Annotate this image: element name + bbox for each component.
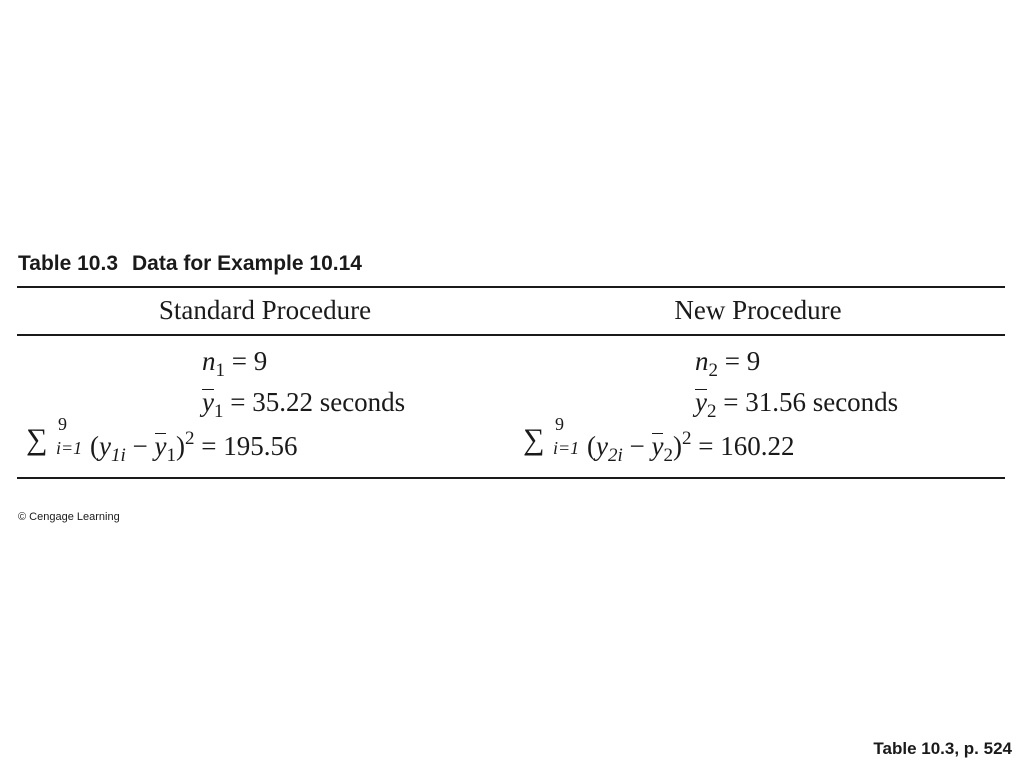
n-subscript: 2: [708, 360, 718, 381]
table-caption-title: Data for Example 10.14: [132, 252, 362, 275]
sample-size-new: [695, 346, 761, 381]
sum-value: = 195.56: [201, 431, 298, 461]
sample-mean-standard: [202, 387, 406, 422]
n-value: = 9: [231, 346, 268, 376]
summation-lower-limit: i=1: [553, 438, 580, 458]
column-header-standard: Standard Procedure: [158, 295, 372, 325]
summation: [26, 414, 90, 458]
sum-mean-symbol: y: [651, 431, 664, 461]
table-top-rule: [17, 286, 1005, 288]
sum-value: = 160.22: [698, 431, 795, 461]
sum-minus: −: [132, 431, 148, 461]
mean-value: = 31.56 seconds: [723, 387, 899, 417]
copyright-notice: © Cengage Learning: [18, 511, 120, 523]
n-symbol: n: [202, 346, 216, 376]
sum-power: 2: [681, 428, 692, 449]
column-header-new: New Procedure: [674, 295, 842, 325]
mean-symbol: y: [202, 387, 214, 417]
table-header-rule: [17, 334, 1005, 336]
sigma-symbol: ∑: [523, 423, 545, 456]
sum-mean-subscript: 2: [663, 445, 673, 466]
page-reference: Table 10.3, p. 524: [873, 739, 1012, 758]
table-bottom-rule: [17, 477, 1005, 479]
mean-subscript: 2: [706, 401, 717, 422]
summation: [523, 414, 587, 458]
summation-upper-limit: 9: [58, 414, 67, 434]
table-caption: [18, 252, 362, 276]
summation-lower-limit: i=1: [56, 438, 83, 458]
sigma-symbol: ∑: [26, 423, 48, 456]
table-caption-label: Table 10.3: [18, 252, 118, 275]
mean-subscript: 1: [213, 401, 224, 422]
mean-symbol: y: [695, 387, 707, 417]
sample-size-standard: [202, 346, 268, 381]
sum-power: 2: [184, 428, 195, 449]
sum-mean-subscript: 1: [166, 445, 176, 466]
sum-term-subscript: 2i: [607, 445, 623, 466]
mean-value: = 35.22 seconds: [230, 387, 406, 417]
sum-term-variable: y: [99, 431, 111, 461]
sum-minus: −: [629, 431, 645, 461]
sum-of-squares-new: ∑ 9 i=1 $(y_{2i} - y_2)^2 = 160.22$: [523, 414, 795, 466]
n-symbol: n: [695, 346, 709, 376]
summation-upper-limit: 9: [555, 414, 564, 434]
n-subscript: 1: [215, 360, 225, 381]
n-value: = 9: [724, 346, 761, 376]
sum-term-variable: y: [596, 431, 608, 461]
sample-mean-new: [695, 387, 899, 422]
sum-term-subscript: 1i: [110, 445, 126, 466]
sum-mean-symbol: y: [154, 431, 167, 461]
sum-of-squares-standard: ∑ 9 i=1 $(y_{1i} - y_1)^2 = 195.56$: [26, 414, 298, 466]
